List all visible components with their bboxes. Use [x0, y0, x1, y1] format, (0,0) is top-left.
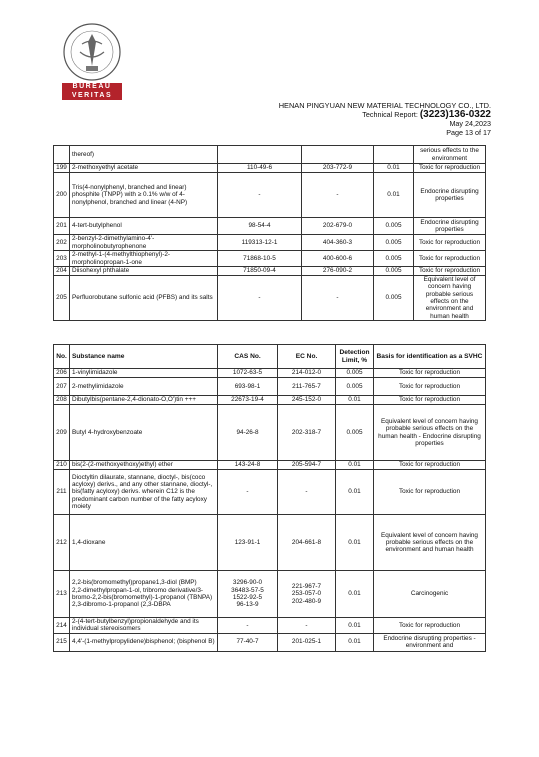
table-row — [54, 218, 486, 235]
cell-substance: Butyl 4-hydroxybenzoate — [70, 405, 218, 461]
cell-cas: 71850-09-4 — [218, 267, 302, 276]
cell-ec: - — [302, 173, 374, 218]
cell-cas — [218, 146, 302, 164]
report-label: Technical Report: — [362, 110, 418, 119]
table-row — [54, 633, 486, 651]
cell-limit: 0.01 — [336, 461, 374, 470]
cell-cas: 119313-12-1 — [218, 235, 302, 251]
table-row — [54, 405, 486, 461]
cell-cas: 143-24-8 — [218, 461, 278, 470]
company-name: HENAN PINGYUAN NEW MATERIAL TECHNOLOGY CO., LTD. — [278, 101, 491, 110]
table-row — [54, 378, 486, 396]
cell-no: 206 — [54, 369, 70, 378]
cell-basis: Toxic for reproduction — [414, 267, 486, 276]
cell-limit — [374, 146, 414, 164]
cell-no: 207 — [54, 378, 70, 396]
col-header-no: No. — [54, 345, 70, 369]
cell-limit: 0.005 — [336, 405, 374, 461]
cell-substance: 2-(4-tert-butylbenzyl)propionaldehyde and its individual stereoisomers — [70, 618, 218, 634]
table-row — [54, 396, 486, 405]
cell-substance: Dioctyltin dilaurate, stannane, dioctyl-, bis(coco acyloxy) derivs., and any other stannane, dioctyl-, bis(fatty acyloxy) derivs. wherein C12 is the predominant carbon number of the fatty acyloxy moiety — [70, 470, 218, 515]
cell-no: 210 — [54, 461, 70, 470]
cell-limit: 0.005 — [374, 251, 414, 267]
cell-substance: Diisohexyl phthalate — [70, 267, 218, 276]
page-number: Page 13 of 17 — [446, 128, 491, 137]
cell-cas: 110-49-6 — [218, 164, 302, 173]
col-header-cas: CAS No. — [218, 345, 278, 369]
table-row — [54, 173, 486, 218]
cell-limit: 0.01 — [374, 173, 414, 218]
cell-cas: 22673-19-4 — [218, 396, 278, 405]
table-row — [54, 267, 486, 276]
cell-basis: Toxic for reproduction — [414, 251, 486, 267]
cell-limit: 0.01 — [336, 515, 374, 571]
cell-substance: 1-vinylimidazole — [70, 369, 218, 378]
cell-basis: Toxic for reproduction — [414, 235, 486, 251]
logo-word-bureau: BUREAU — [72, 83, 112, 90]
cell-no: 199 — [54, 164, 70, 173]
table-header-row — [54, 345, 486, 369]
col-header-basis: Basis for identification as a SVHC — [374, 345, 486, 369]
col-header-limit: Detection Limit, % — [336, 345, 374, 369]
cell-ec: 202-318-7 — [278, 405, 336, 461]
table-row — [54, 571, 486, 618]
cell-basis: Toxic for reproduction — [374, 396, 486, 405]
cell-ec: - — [278, 618, 336, 634]
cell-no: 212 — [54, 515, 70, 571]
cell-no: 208 — [54, 396, 70, 405]
cell-no: 204 — [54, 267, 70, 276]
cell-cas: 123-91-1 — [218, 515, 278, 571]
cell-substance: 4-tert-butylphenol — [70, 218, 218, 235]
cell-cas: 77-40-7 — [218, 633, 278, 651]
svhc-table-continued — [53, 145, 486, 321]
cell-limit: 0.005 — [374, 267, 414, 276]
table-row — [54, 276, 486, 321]
report-header — [279, 101, 491, 137]
cell-basis: Toxic for reproduction — [374, 470, 486, 515]
logo-word-veritas: VERITAS — [71, 91, 113, 99]
cell-substance: thereof) — [70, 146, 218, 164]
cell-cas: 3296-90-0 36483-57-5 1522-92-5 96-13-9 — [218, 571, 278, 618]
table-row — [54, 164, 486, 173]
cell-limit: 0.005 — [374, 276, 414, 321]
cell-no — [54, 146, 70, 164]
cell-limit: 0.005 — [374, 218, 414, 235]
cell-ec: 205-594-7 — [278, 461, 336, 470]
cell-ec: 245-152-0 — [278, 396, 336, 405]
cell-cas: - — [218, 173, 302, 218]
cell-ec: - — [302, 276, 374, 321]
report-date: May 24,2023 — [449, 119, 491, 128]
cell-basis: serious effects to the environment — [414, 146, 486, 164]
cell-no: 200 — [54, 173, 70, 218]
bureau-veritas-seal-icon — [62, 22, 122, 82]
table-row — [54, 369, 486, 378]
cell-ec: 221-967-7 253-057-0 202-480-9 — [278, 571, 336, 618]
cell-no: 205 — [54, 276, 70, 321]
cell-limit: 0.01 — [336, 396, 374, 405]
table-row — [54, 515, 486, 571]
cell-no: 215 — [54, 633, 70, 651]
bureau-veritas-logo — [62, 22, 122, 100]
cell-substance: 2-methylimidazole — [70, 378, 218, 396]
cell-cas: 693-98-1 — [218, 378, 278, 396]
cell-limit: 0.01 — [374, 164, 414, 173]
cell-ec: 400-600-6 — [302, 251, 374, 267]
cell-limit: 0.005 — [374, 235, 414, 251]
col-header-substance: Substance name — [70, 345, 218, 369]
cell-basis: Endocrine disrupting properties — [414, 173, 486, 218]
cell-limit: 0.005 — [336, 378, 374, 396]
cell-no: 213 — [54, 571, 70, 618]
cell-ec: 211-765-7 — [278, 378, 336, 396]
cell-substance: Tris(4-nonylphenyl, branched and linear) phosphite (TNPP) with ≥ 0.1% w/w of 4-nonylphenol, branched and linear (4-NP) — [70, 173, 218, 218]
cell-cas: 1072-63-5 — [218, 369, 278, 378]
cell-no: 203 — [54, 251, 70, 267]
cell-ec: 204-661-8 — [278, 515, 336, 571]
cell-basis: Endocrine disrupting properties — [414, 218, 486, 235]
cell-cas: 98-54-4 — [218, 218, 302, 235]
cell-substance: bis(2-(2-methoxyethoxy)ethyl) ether — [70, 461, 218, 470]
cell-ec — [302, 146, 374, 164]
cell-ec: 276-090-2 — [302, 267, 374, 276]
cell-substance: 2,2-bis(bromomethyl)propane1,3-diol (BMP) 2,2-dimethylpropan-1-ol, tribromo derivative/3-bromo-2,2-bis(bromomethyl)-1-propanol (TBNPA) 2,3-dibromo-1-propanol (2,3-DBPA — [70, 571, 218, 618]
col-header-ec: EC No. — [278, 345, 336, 369]
cell-ec: 203-772-9 — [302, 164, 374, 173]
cell-substance: 4,4'-(1-methylpropylidene)bisphenol; (bisphenol B) — [70, 633, 218, 651]
cell-limit: 0.01 — [336, 633, 374, 651]
cell-cas: - — [218, 276, 302, 321]
cell-substance: Perfluorobutane sulfonic acid (PFBS) and its salts — [70, 276, 218, 321]
report-number: (3223)136-0322 — [419, 109, 491, 120]
cell-limit: 0.01 — [336, 470, 374, 515]
cell-basis: Equivalent level of concern having probable serious effects on the environment and human health — [374, 515, 486, 571]
cell-cas: 94-26-8 — [218, 405, 278, 461]
cell-no: 211 — [54, 470, 70, 515]
cell-limit: 0.01 — [336, 618, 374, 634]
cell-no: 201 — [54, 218, 70, 235]
cell-basis: Toxic for reproduction — [374, 618, 486, 634]
cell-cas: - — [218, 618, 278, 634]
table-row — [54, 618, 486, 634]
table-row — [54, 461, 486, 470]
cell-basis: Equivalent level of concern having probable serious effects on the human health - Endocrine disrupting properties — [374, 405, 486, 461]
cell-basis: Toxic for reproduction — [374, 378, 486, 396]
cell-ec: 214-012-0 — [278, 369, 336, 378]
cell-substance: 2-methoxyethyl acetate — [70, 164, 218, 173]
cell-no: 202 — [54, 235, 70, 251]
cell-ec: 202-679-0 — [302, 218, 374, 235]
svhc-table — [53, 344, 486, 652]
cell-basis: Equivalent level of concern having probable serious effects on the environment and human health — [414, 276, 486, 321]
cell-basis: Carcinogenic — [374, 571, 486, 618]
cell-ec: 201-025-1 — [278, 633, 336, 651]
table-row — [54, 235, 486, 251]
cell-no: 214 — [54, 618, 70, 634]
cell-ec: - — [278, 470, 336, 515]
cell-basis: Toxic for reproduction — [414, 164, 486, 173]
cell-substance: Dibutylbis(pentane-2,4-dionato-O,O')tin +++ — [70, 396, 218, 405]
cell-limit: 0.01 — [336, 571, 374, 618]
cell-cas: - — [218, 470, 278, 515]
cell-substance: 2-methyl-1-(4-methylthiophenyl)-2-morpholinopropan-1-one — [70, 251, 218, 267]
report-number-line — [279, 110, 491, 119]
cell-basis: Toxic for reproduction — [374, 369, 486, 378]
cell-ec: 404-360-3 — [302, 235, 374, 251]
cell-substance: 2-benzyl-2-dimethylamino-4'-morpholinobutyrophenone — [70, 235, 218, 251]
cell-cas: 71868-10-5 — [218, 251, 302, 267]
cell-substance: 1,4-dioxane — [70, 515, 218, 571]
cell-limit: 0.005 — [336, 369, 374, 378]
table-row — [54, 470, 486, 515]
cell-basis: Endocrine disrupting properties - environment and — [374, 633, 486, 651]
cell-no: 209 — [54, 405, 70, 461]
table-row — [54, 146, 486, 164]
table-row — [54, 251, 486, 267]
cell-basis: Toxic for reproduction — [374, 461, 486, 470]
